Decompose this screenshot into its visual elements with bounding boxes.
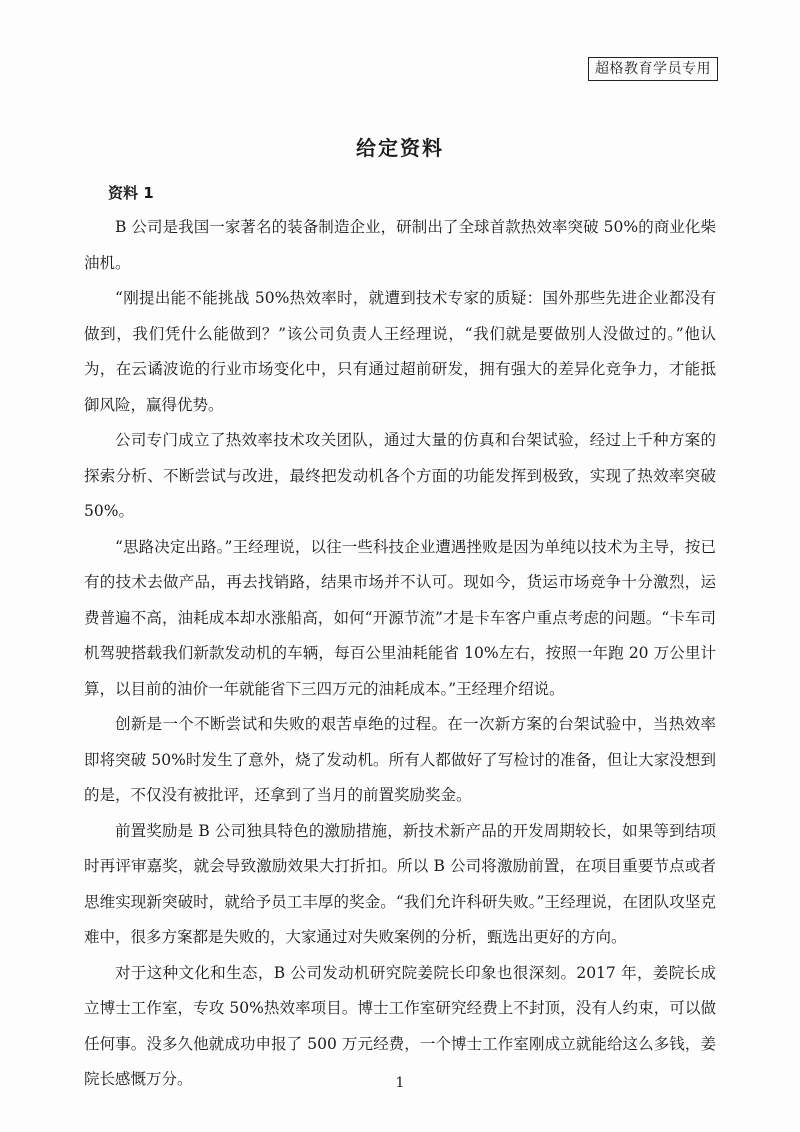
section-heading: 资料 1 — [108, 184, 154, 202]
paragraph: “思路决定出路。”王经理说，以往一些科技企业遭遇挫败是因为单纯以技术为主导，按已有的技术去做产品，再去找销路，结果市场并不认可。现如今，货运市场竞争十分激烈，运费普遍不高，油耗成本却水涨船高，如何“开源节流”才是卡车客户重点考虑的问题。“卡车司机驾驶搭载我们新款发动机的车辆，每百公里油耗能省 10%左右，按照一年跑 20 万公里计算，以目前的油价一年就能省下三四万元的油耗成本。”王经理介绍说。 — [84, 537, 716, 698]
document-body — [84, 210, 716, 1098]
paragraph: B 公司是我国一家著名的装备制造企业，研制出了全球首款热效率突破 50%的商业化柴油机。 — [84, 218, 716, 272]
page-title: 给定资料 — [356, 136, 444, 160]
paragraph: “刚提出能不能挑战 50%热效率时，就遭到技术专家的质疑：国外那些先进企业都没有做到，我们凭什么能做到？”该公司负责人王经理说，“我们就是要做别人没做过的。”他认为，在云谲波诡的行业市场变化中，只有通过超前研发，拥有强大的差异化竞争力，才能抵御风险，赢得优势。 — [84, 289, 716, 414]
paragraph: 公司专门成立了热效率技术攻关团队，通过大量的仿真和台架试验，经过上千种方案的探索分析、不断尝试与改进，最终把发动机各个方面的功能发挥到极致，实现了热效率突破 50%。 — [84, 431, 716, 520]
page-number: 1 — [395, 1075, 405, 1091]
paragraph: 前置奖励是 B 公司独具特色的激励措施，新技术新产品的开发周期较长，如果等到结项时再评审嘉奖，就会导致激励效果大打折扣。所以 B 公司将激励前置，在项目重要节点或者思维实现新突破时，就给予员工丰厚的奖金。“我们允许科研失败。”王经理说，在团队攻坚克难中，很多方案都是失败的，大家通过对失败案例的分析，甄选出更好的方向。 — [84, 821, 716, 946]
watermark-stamp: 超格教育学员专用 — [588, 57, 718, 81]
paragraph: 创新是一个不断尝试和失败的艰苦卓绝的过程。在一次新方案的台架试验中，当热效率即将突破 50%时发生了意外，烧了发动机。所有人都做好了写检讨的准备，但让大家没想到的是，不仅没有被批评，还拿到了当月的前置奖励奖金。 — [84, 715, 716, 804]
paragraph: 对于这种文化和生态，B 公司发动机研究院姜院长印象也很深刻。2017 年，姜院长成立博士工作室，专攻 50%热效率项目。博士工作室研究经费上不封顶，没有人约束，可以做任何事。没多久他就成功申报了 500 万元经费，一个博士工作室刚成立就能给这么多钱，姜院长感慨万分。 — [84, 963, 716, 1088]
